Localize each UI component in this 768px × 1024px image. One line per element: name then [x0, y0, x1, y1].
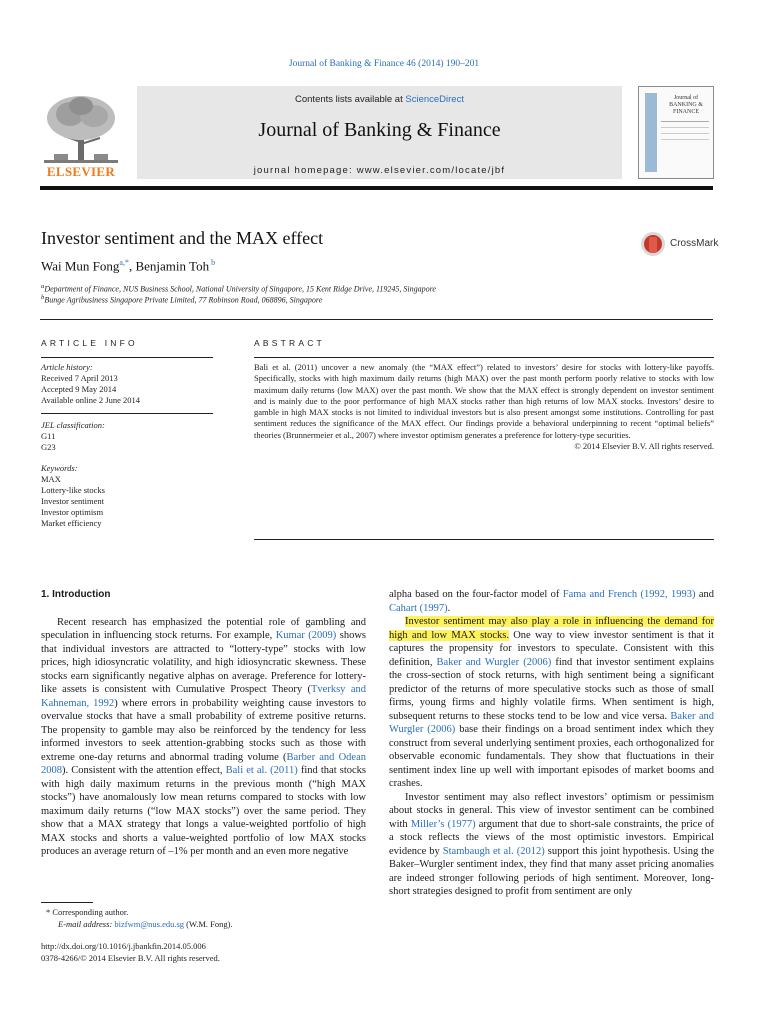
corresponding-author-note: [46, 907, 128, 917]
jel-label: JEL classification:: [41, 420, 105, 430]
author-separator: ,: [128, 258, 136, 274]
cover-rule: [661, 127, 709, 128]
sentiment-paragraph: [389, 615, 714, 791]
contents-prefix: Contents lists available at: [295, 94, 406, 105]
body-text: argument that due to short-sale constraints, the price of a stock reflects the views of the most optimistic investors. Empirical evidence by: [389, 818, 715, 857]
journal-title: Journal of Banking & Finance: [258, 119, 501, 141]
author-name: Benjamin Toh: [135, 258, 210, 274]
citation-link[interactable]: Cahart (1997): [389, 602, 448, 614]
journal-cover-image: [638, 86, 714, 179]
info-divider: [41, 413, 213, 414]
affiliation-marker: a: [41, 283, 45, 290]
history-label: Article history:: [41, 362, 93, 372]
section-heading-introduction: 1. Introduction: [41, 589, 111, 600]
email-link[interactable]: bizfwm@nus.edu.sg: [114, 919, 185, 929]
homepage-prefix: journal homepage:: [253, 165, 357, 176]
citation-link[interactable]: Fama and French (1992, 1993): [562, 589, 696, 600]
body-text: base their findings on a broad sentiment index which they construct from several underlying sentiment proxies, each orthogonalized for observable economic fundamentals. They show that fluctuations in their sentiment index line up well with important episodes of market booms and crashes.: [389, 724, 714, 789]
body-text: ) where errors in probability weighting cause investors to overvalue stocks that have a small probability of extreme positive returns. The propensity to gamble may also be reinforced by the tendency for less informed investors to seek attention-grabbing stocks such as those with extreme one-day returns and abnormal trading volume (: [41, 697, 366, 763]
elsevier-wordmark: ELSEVIER: [46, 164, 116, 179]
article-title: Investor sentiment and the MAX effect: [41, 228, 324, 248]
body-text: shows that individual investors are attracted to “lottery-type” stocks with low prices, high idiosyncratic volatility, and high idiosyncratic skewness. These stocks earn significantly negative alphas on average. Preference for lottery-like assets is consistent with Cumulative Prospect Theory (: [41, 630, 367, 695]
keywords-label: Keywords:: [41, 463, 78, 473]
left-column: [41, 588, 366, 859]
citation-link[interactable]: Stambaugh et al. (2012): [442, 845, 545, 857]
affiliation-b: [41, 294, 322, 305]
body-text: support this joint hypothesis. Using the Baker–Wurgler sentiment index, they find that many asset pricing anomalies are indeed stronger following periods of high sentiment. Moreover, long-short strategies designed to profit from sentiment are only: [389, 845, 715, 897]
body-text: find that investor sentiment explains the cross-section of stock returns, with high sentiment being a significant predictor of the returns of more speculative stocks such as those of small firms, young firms and highly volatile firms. When sentiment is high, subsequent returns to these stocks tend to be low and vice versa.: [389, 656, 714, 722]
cover-rule: [661, 133, 709, 134]
right-column: [389, 588, 714, 899]
jel-code: G23: [41, 442, 56, 452]
affiliation-marker: b: [41, 294, 45, 301]
sciencedirect-link[interactable]: ScienceDirect: [405, 94, 464, 105]
body-text: alpha based on the four-factor model of: [389, 589, 563, 600]
body-text: ). Consistent with the attention effect,: [62, 765, 226, 776]
highlighted-text: Investor sentiment may also play a role in influencing the demand for high and low MAX stocks.: [389, 616, 714, 641]
abstract-bottom-divider: [254, 539, 714, 540]
cover-rule: [661, 139, 709, 140]
crossmark-label: CrossMark: [670, 238, 719, 249]
email-label: E-mail address:: [58, 919, 115, 929]
abstract-text: Bali et al. (2011) uncover a new anomaly (the “MAX effect”) related to investors’ desire for stocks with lottery-like payoffs. Specifically, stocks with high maximum daily returns (high MAX) over the past month perform poorly relative to stocks with low maximum daily returns (low MAX) over the past month. We show that the MAX effect is strongly dependent on investor sentiment and is mainly due to the poor performance of high MAX stocks rather than high returns of low MAX stocks. Investors’ desire to gamble in high MAX stocks is not limited to individual investors but is also present amongst some institutions. Controlling for past sentiment reduces the significance of the MAX effect. Our findings provide a behavioral underpinning to recent “optimal beliefs” theories (Brunnermeier et al., 2007) where investor optimism generates a preference for lottery-type securities.: [254, 362, 714, 440]
abstract-body: [254, 362, 714, 452]
info-divider: [41, 357, 213, 358]
citation-link[interactable]: Baker and Wurgler (2006): [436, 656, 552, 668]
keyword: Investor optimism: [41, 507, 104, 517]
abstract-copyright: © 2014 Elsevier B.V. All rights reserved.: [574, 441, 714, 452]
affiliation-text: Bunge Agribusiness Singapore Private Limited, 77 Robinson Road, 068896, Singapore: [44, 295, 323, 305]
optimism-paragraph: [389, 791, 714, 899]
footnote-text: Corresponding author.: [52, 907, 129, 917]
email-note: [58, 919, 233, 929]
article-info-heading: ARTICLE INFO: [41, 338, 138, 348]
journal-homepage: [137, 165, 622, 176]
body-text: Recent research has emphasized the potential role of gambling and speculation in influencing stock returns. For example,: [41, 616, 366, 641]
affiliation-text: Department of Finance, NUS Business School, National University of Singapore, 15 Kent Ridge Drive, 119245, Singapore: [44, 284, 436, 294]
citation-link[interactable]: Baker and Wurgler (2006): [389, 710, 714, 735]
journal-banner: [137, 86, 622, 179]
abstract-heading: ABSTRACT: [254, 338, 325, 348]
history-accepted: Accepted 9 May 2014: [41, 384, 117, 394]
history-received: Received 7 April 2013: [41, 373, 118, 383]
homepage-url[interactable]: www.elsevier.com/locate/jbf: [356, 165, 506, 176]
citation-link[interactable]: Miller’s (1977): [410, 818, 476, 830]
author-affiliation-marker[interactable]: b: [211, 258, 216, 267]
author-list: [41, 258, 215, 274]
keywords: [41, 463, 213, 529]
keyword: Market efficiency: [41, 518, 102, 528]
contents-line: [137, 94, 622, 105]
cover-stripe: [645, 93, 657, 172]
citation-link[interactable]: Tverksy and Kahneman, 1992: [41, 684, 366, 709]
footnote-star: *: [46, 907, 51, 917]
crossmark-icon: [640, 231, 666, 257]
email-suffix: (W.M. Fong).: [184, 919, 233, 929]
citation-link[interactable]: Barber and Odean 2008: [41, 751, 366, 776]
doi-link[interactable]: http://dx.doi.org/10.1016/j.jbankfin.2014.05.006: [41, 941, 206, 951]
header-divider: [40, 186, 713, 190]
author-name: Wai Mun Fong: [41, 258, 120, 274]
section-divider: [40, 319, 713, 320]
history-online: Available online 2 June 2014: [41, 395, 140, 405]
cover-rule: [661, 121, 709, 122]
keyword: Lottery-like stocks: [41, 485, 105, 495]
body-text: .: [447, 602, 451, 614]
intro-paragraph-continued: [389, 588, 714, 615]
issn-line: 0378-4266/© 2014 Elsevier B.V. All rights reserved.: [41, 953, 220, 963]
body-text: Investor sentiment may also reflect investors’ optimism or pessimism about stocks in general. This view of investor sentiment can be combined with: [389, 791, 714, 830]
crossmark-badge[interactable]: [640, 231, 758, 259]
author-affiliation-marker[interactable]: a,*: [119, 258, 129, 267]
journal-citation[interactable]: Journal of Banking & Finance 46 (2014) 190–201: [288, 59, 480, 69]
article-history: [41, 362, 213, 406]
body-text: find that stocks with high daily maximum returns in the previous month (“high MAX stocks”) have anomalously low mean returns compared to stocks with low maximum daily returns (“low MAX stocks”) over the same period. They show that a MAX strategy that longs a value-weighted portfolio of high MAX stocks and shorts a value-weighted portfolio of low MAX stocks produces an average return of –1% per month and an even more negative: [41, 765, 366, 857]
citation-link[interactable]: Kumar (2009): [275, 630, 337, 641]
affiliation-a: [41, 283, 436, 294]
intro-paragraph: [41, 616, 366, 859]
body-text: One way to view investor sentiment is that it captures the propensity for investors to speculate. Consistent with this definition,: [389, 629, 714, 668]
keyword: Investor sentiment: [41, 496, 105, 506]
abstract-divider: [254, 357, 714, 358]
footnote-divider: [41, 902, 93, 903]
body-text: and: [695, 589, 714, 600]
jel-code: G11: [41, 431, 56, 441]
citation-link[interactable]: Bali et al. (2011): [225, 765, 298, 776]
keyword: MAX: [41, 474, 61, 484]
jel-classification: [41, 420, 213, 453]
cover-title: Journal of BANKING & FINANCE: [669, 95, 703, 115]
